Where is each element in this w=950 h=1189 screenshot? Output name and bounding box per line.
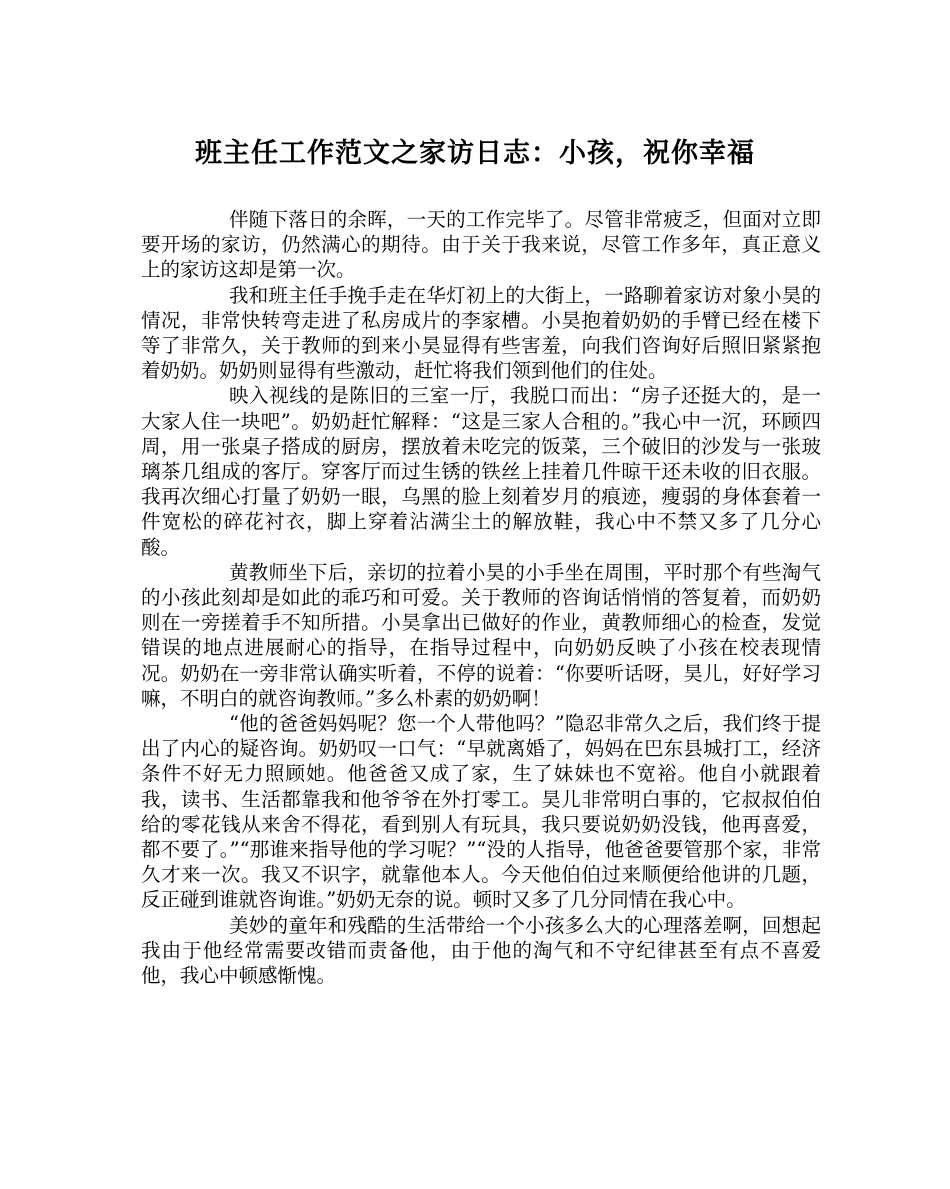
paragraph-4: 黄教师坐下后，亲切的拉着小昊的小手坐在周围，平时那个有些淘气的小孩此刻却是如此的乖巧和可爱。关于教师的咨询话悄悄的答复着，而奶奶则在一旁搓着手不知所措。小昊拿出已做好的作业，黄教师细心的检查，发觉错误的地点进展耐心的指导，在指导过程中，向奶奶反映了小孩在校表现情况。奶奶在一旁非常认确实听着，不停的说着：“你要听话呀，昊儿，好好学习嘛，不明白的就咨询教师。”多么朴素的奶奶啊！ xyxy=(141,560,821,710)
paragraph-6: 美妙的童年和残酷的生活带给一个小孩多么大的心理落差啊，回想起我由于他经常需要改错而责备他，由于他的淘气和不守纪律甚至有点不喜爱他，我心中顿感惭愧。 xyxy=(141,913,821,988)
paragraph-1: 伴随下落日的余晖，一天的工作完毕了。尽管非常疲乏，但面对立即要开场的家访，仍然满心的期待。由于关于我来说，尽管工作多年，真正意义上的家访这却是第一次。 xyxy=(141,208,821,282)
paragraph-5: “他的爸爸妈妈呢？您一个人带他吗？”隐忍非常久之后，我们终于提出了内心的疑咨询。奶奶叹一口气：“早就离婚了，妈妈在巴东县城打工，经济条件不好无力照顾她。他爸爸又成了家，生了妹妹也不宽裕。他自小就跟着我，读书、生活都靠我和他爷爷在外打零工。昊儿非常明白事的，它叔叔伯伯给的零花钱从来舍不得花，看到别人有玩具，我只要说奶奶没钱，他再喜爱，都不要了。”“那谁来指导他的学习呢？”“没的人指导，他爸爸要管那个家，非常久才来一次。我又不识字，就靠他本人。今天他伯伯过来顺便给他讲的几题，反正碰到谁就咨询谁。”奶奶无奈的说。顿时又多了几分同情在我心中。 xyxy=(141,712,821,912)
paragraph-3: 映入视线的是陈旧的三室一厅，我脱口而出：“房子还挺大的，是一大家人住一块吧”。奶奶赶忙解释：“这是三家人合租的。”我心中一沉，环顾四周，用一张桌子搭成的厨房，摆放着未吃完的饭菜，三个破旧的沙发与一张玻璃茶几组成的客厅。穿客厅而过生锈的铁丝上挂着几件晾干还未收的旧衣服。我再次细心打量了奶奶一眼，乌黑的脸上刻着岁月的痕迹，瘦弱的身体套着一件宽松的碎花衬衣，脚上穿着沾满尘土的解放鞋，我心中不禁又多了几分心酸。 xyxy=(141,384,821,559)
document-title: 班主任工作范文之家访日志：小孩，祝你幸福 xyxy=(195,138,755,169)
paragraph-2: 我和班主任手挽手走在华灯初上的大街上，一路聊着家访对象小昊的情况，非常快转弯走进了私房成片的李家槽。小昊抱着奶奶的手臂已经在楼下等了非常久，关于教师的到来小昊显得有些害羞，向我们咨询好后照旧紧紧抱着奶奶。奶奶则显得有些激动，赶忙将我们领到他们的住处。 xyxy=(141,283,821,383)
document-body xyxy=(141,207,821,988)
